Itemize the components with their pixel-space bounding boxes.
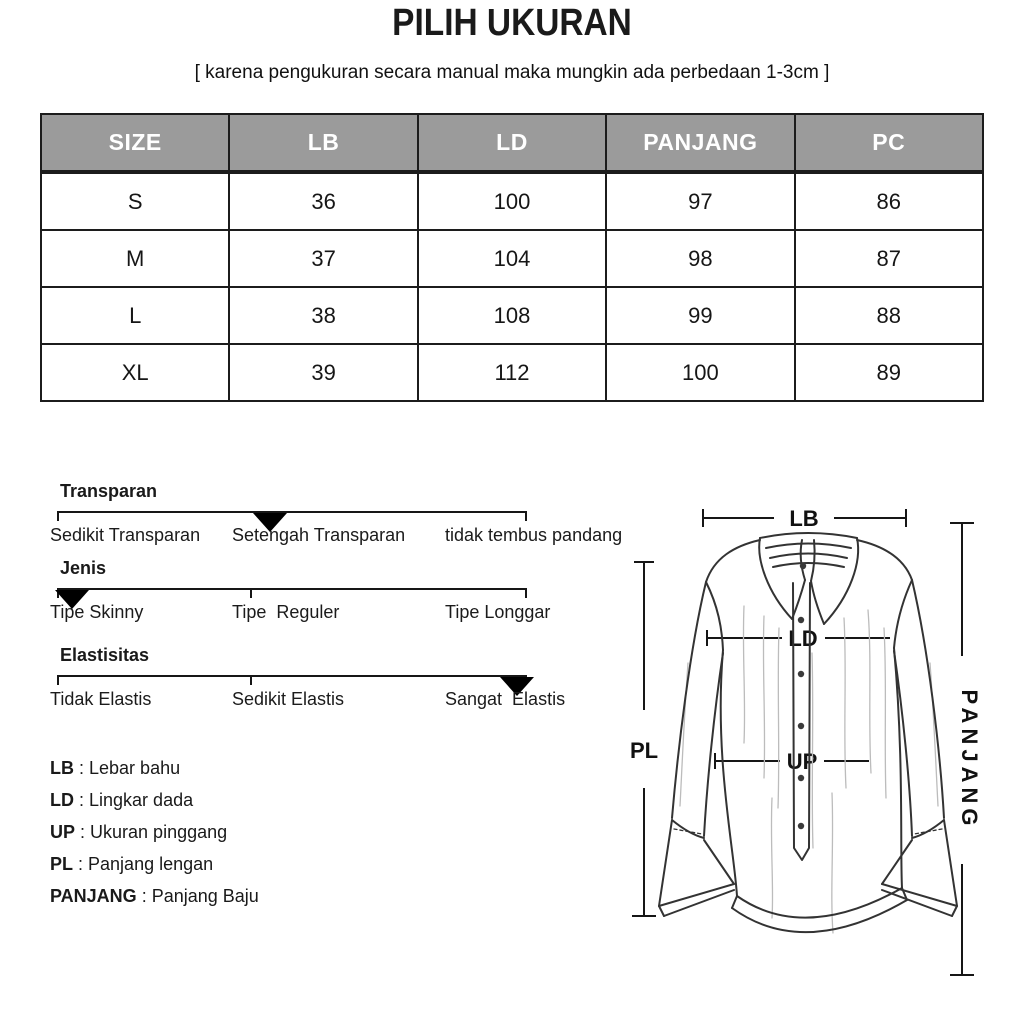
measurement-legend (50, 758, 259, 906)
cell-lb: 38 (229, 287, 417, 344)
cell-size: XL (41, 344, 229, 401)
scale-tick-middle (250, 588, 252, 598)
legend-separator: : (78, 854, 84, 874)
scale-tick-left (57, 675, 59, 685)
col-header-ld: LD (418, 114, 606, 172)
legend-separator: : (141, 886, 147, 906)
legend-abbr: LD (50, 790, 74, 810)
cell-lb: 39 (229, 344, 417, 401)
cell-panjang: 97 (606, 172, 794, 230)
page-subtitle: [ karena pengukuran secara manual maka mungkin ada perbedaan 1-3cm ] (194, 62, 830, 83)
legend-abbr: PANJANG (50, 886, 137, 906)
cell-ld: 100 (418, 172, 606, 230)
scale-line (58, 588, 526, 590)
scale-line (58, 675, 526, 677)
scale-option: tidak tembus pandang (445, 525, 623, 545)
table-row-l (41, 287, 983, 344)
attribute-scale-jenis (0, 558, 640, 633)
scale-option: Sedikit Transparan (50, 525, 201, 545)
shirt-measurement-diagram (622, 488, 1020, 1025)
cell-ld: 108 (418, 287, 606, 344)
header-row (41, 114, 983, 172)
scale-line (58, 511, 526, 513)
table-row-m (41, 230, 983, 287)
legend-desc: Panjang Baju (151, 886, 259, 906)
col-header-pc: PC (795, 114, 983, 172)
col-header-panjang: PANJANG (606, 114, 794, 172)
cell-size: S (41, 172, 229, 230)
scale-option: Sangat Elastis (445, 689, 566, 709)
col-header-lb: LB (229, 114, 417, 172)
legend-item-up (50, 822, 259, 842)
legend-item-lb (50, 758, 259, 778)
size-table-header (41, 114, 983, 172)
legend-item-ld (50, 790, 259, 810)
scale-title: Transparan (60, 481, 158, 501)
scale-option: Tidak Elastis (50, 689, 152, 709)
measure-label-up: UP (786, 749, 818, 774)
scale-title: Jenis (60, 558, 107, 578)
attribute-scale-elastisitas (0, 645, 640, 720)
cell-panjang: 99 (606, 287, 794, 344)
cell-size: M (41, 230, 229, 287)
scale-tick-middle (250, 675, 252, 685)
cell-lb: 37 (229, 230, 417, 287)
legend-item-panjang (50, 886, 259, 906)
legend-desc: Lingkar dada (89, 790, 194, 810)
legend-separator: : (79, 758, 85, 778)
measure-label-pl: PL (629, 738, 659, 763)
page-title: PILIH UKURAN (392, 2, 632, 44)
scale-option: Tipe Longgar (445, 602, 551, 622)
legend-separator: : (80, 822, 86, 842)
scale-option: Sedikit Elastis (232, 689, 345, 709)
cell-pc: 88 (795, 287, 983, 344)
cell-ld: 104 (418, 230, 606, 287)
measure-label-ld: LD (788, 626, 818, 651)
cell-pc: 86 (795, 172, 983, 230)
cell-panjang: 100 (606, 344, 794, 401)
legend-abbr: UP (50, 822, 76, 842)
scale-option: Tipe Reguler (232, 602, 340, 622)
legend-desc: Lebar bahu (89, 758, 181, 778)
size-table (40, 113, 984, 402)
cell-pc: 87 (795, 230, 983, 287)
cell-pc: 89 (795, 344, 983, 401)
scale-tick-right (525, 588, 527, 598)
legend-item-pl (50, 854, 259, 874)
attribute-scale-transparan (0, 481, 640, 556)
cell-panjang: 98 (606, 230, 794, 287)
scale-tick-left (57, 511, 59, 521)
shirt-diagram-svg (622, 488, 1020, 1020)
legend-abbr: LB (50, 758, 74, 778)
scale-option: Setengah Transparan (232, 525, 406, 545)
scale-tick-right (525, 511, 527, 521)
legend-abbr: PL (50, 854, 74, 874)
legend-desc: Panjang lengan (88, 854, 214, 874)
table-row-s (41, 172, 983, 230)
cell-lb: 36 (229, 172, 417, 230)
measure-label-panjang: PANJANG (957, 689, 982, 831)
legend-separator: : (79, 790, 85, 810)
scale-title: Elastisitas (60, 645, 150, 665)
table-row-xl (41, 344, 983, 401)
measure-label-lb: LB (789, 506, 819, 531)
legend-desc: Ukuran pinggang (90, 822, 228, 842)
cell-ld: 112 (418, 344, 606, 401)
scale-option: Tipe Skinny (50, 602, 144, 622)
col-header-size: SIZE (41, 114, 229, 172)
cell-size: L (41, 287, 229, 344)
shirt-outline (659, 533, 957, 932)
